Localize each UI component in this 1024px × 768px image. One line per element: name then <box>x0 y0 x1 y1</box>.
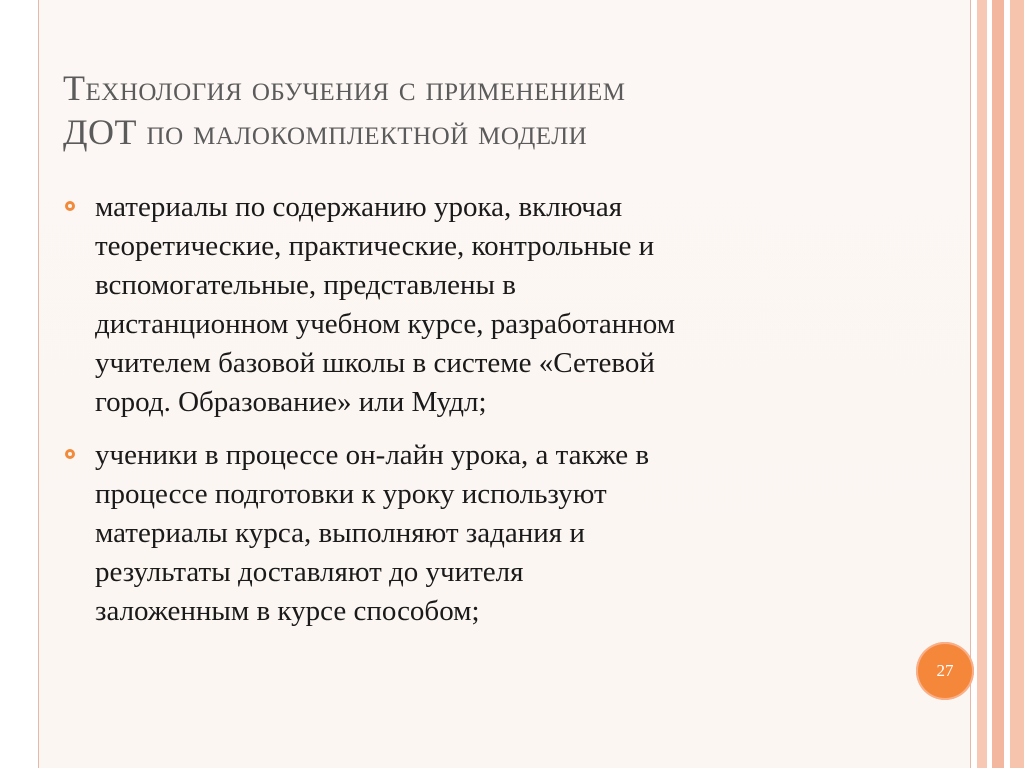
bullet-item <box>65 436 885 631</box>
bullet-text: материалы по содержанию урока, включая теоретические, практические, контрольные и вспомогательные, представлены в дистанционном учебном курсе, разработанном учителем базовой школы в системе «Сетевой город. Образование» или Мудл; <box>95 191 676 418</box>
bullet-list <box>65 188 885 645</box>
slide-title-line: Технология обучения с применением <box>63 68 626 108</box>
bullet-text: ученики в процессе он-лайн урока, а также в процессе подготовки к уроку используют материалы курса, выполняют задания и результаты доставляют до учителя заложенным в курсе способом; <box>95 439 650 627</box>
bullet-item <box>65 188 885 422</box>
decorative-stripe <box>977 0 987 768</box>
page-number-badge: 27 <box>916 642 974 700</box>
decorative-stripe <box>1010 0 1024 768</box>
decorative-stripe <box>992 0 1004 768</box>
ring-bullet-icon <box>65 449 75 459</box>
slide-title-line: ДОТ по малокомплектной модели <box>63 112 588 152</box>
ring-bullet-icon <box>65 201 75 211</box>
slide-title <box>63 66 943 154</box>
